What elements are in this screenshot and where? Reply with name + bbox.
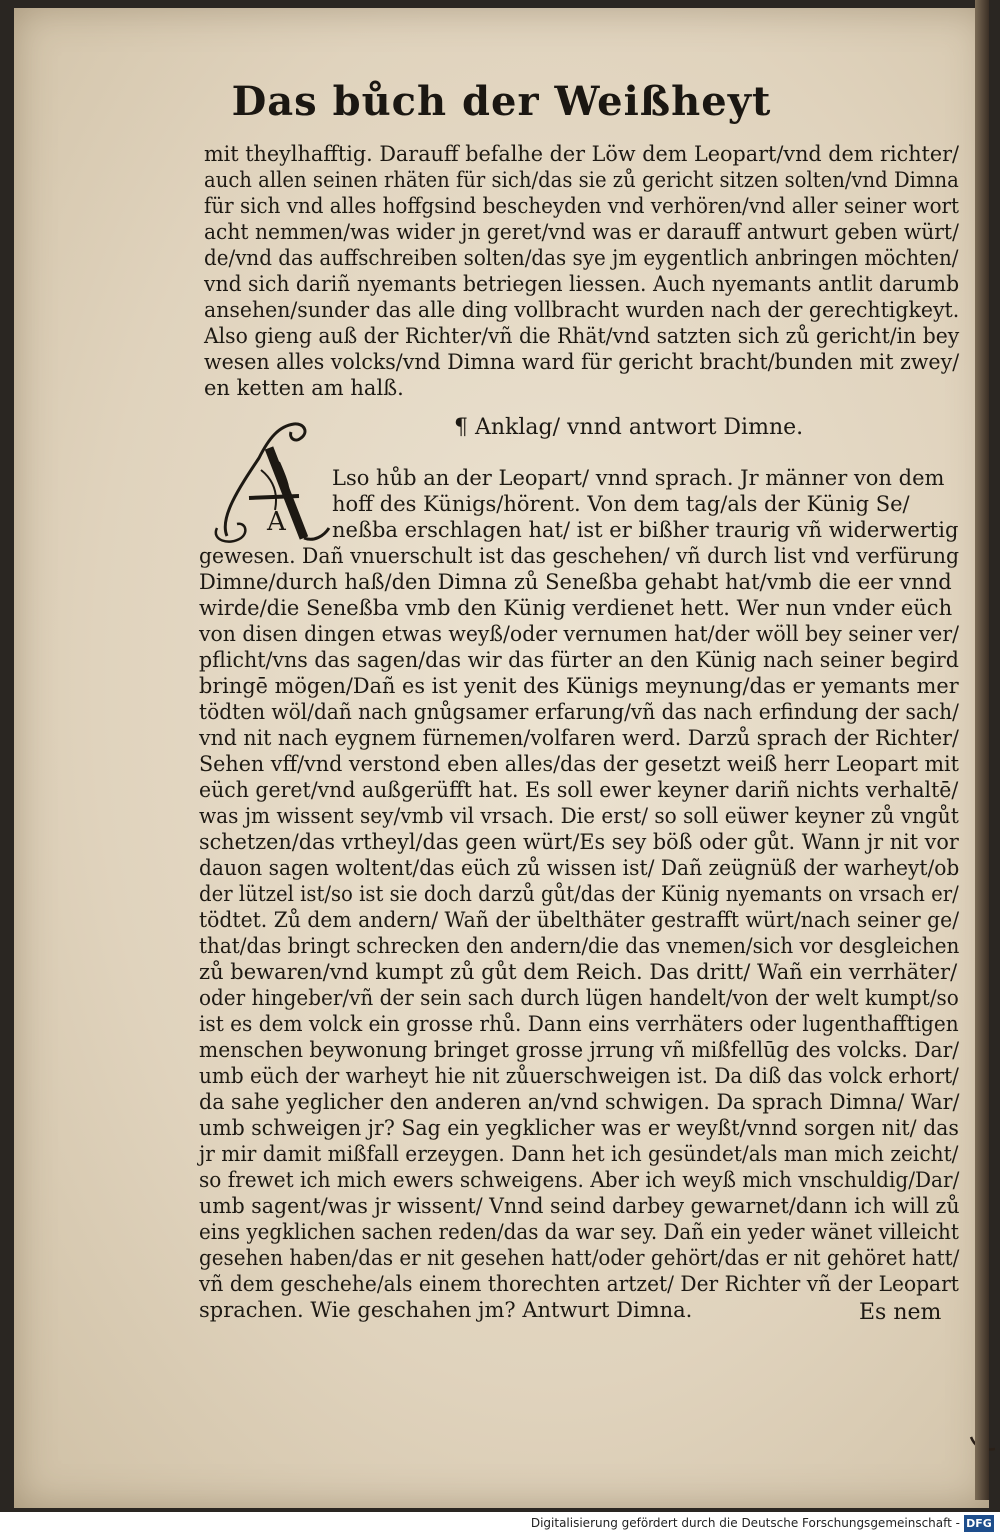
text-line: mit theylhafftig. Darauff befalhe der Löw dem Leopart/vnd dem richter/ — [204, 142, 960, 166]
initial-letter: A — [267, 507, 286, 537]
text-line: umb schweigen jr? Sag ein yegklicher was er weyßt/vnnd sorgen nit/ das — [199, 1116, 959, 1140]
text-line: was jm wissent sey/vmb vil vrsach. Die erst/ so soll eüwer keyner zů vngůt — [199, 804, 959, 828]
text-line: der lützel ist/so ist sie doch darzů gůt/das der Künig nyemants on vrsach er/ — [199, 882, 959, 906]
decorated-initial — [209, 418, 334, 548]
text-line: that/das bringt schrecken den andern/die das vnemen/sich vor desgleichen — [199, 934, 960, 958]
text-line: so frewet ich mich ewers schweigens. Aber ich weyß mich vnschuldig/Dar/ — [199, 1168, 960, 1192]
text-line: oder hingeber/vñ der sein sach durch lügen handelt/von der welt kumpt/so — [199, 986, 959, 1010]
text-line: jr mir damit mißfall erzeygen. Dann het ich gesündet/als man mich zeicht/ — [199, 1142, 959, 1166]
text-line: wesen alles volcks/vnd Dimna ward für gericht bracht/bunden mit zwey/ — [204, 350, 960, 374]
text-line: hoff des Künigs/hörent. Von dem tag/als der Künig Se/ — [332, 492, 910, 516]
text-line: neßba erschlagen hat/ ist er bißher traurig vñ widerwertig — [332, 518, 959, 542]
text-line: vnd nit nach eygnem fürnemen/volfaren werd. Darzů sprach der Richter/ — [199, 726, 959, 750]
funding-notice: Digitalisierung gefördert durch die Deutsche Forschungsgemeinschaft - — [530, 1516, 960, 1530]
text-line: da sahe yeglicher den anderen an/vnd schwigen. Da sprach Dimna/ War/ — [199, 1090, 960, 1114]
text-line: bringē mögen/Dañ es ist yenit des Künigs meynung/das er yemants mer — [199, 674, 959, 698]
text-line: en ketten am halß. — [204, 376, 404, 400]
running-head: Das bůch der Weißheyt — [231, 78, 772, 125]
text-line: ansehen/sunder das alle ding vollbracht wurden nach der gerechtigkeyt. — [204, 298, 960, 322]
text-line: gewesen. Dañ vnuerschult ist das geschehen/ vñ durch list vnd verfürung — [199, 544, 960, 568]
text-line: umb eüch der warheyt hie nit zůuerschweigen ist. Da diß das volck erhort/ — [199, 1064, 959, 1088]
text-line: gesehen haben/das er nit gesehen hatt/oder gehört/das er nit gehöret hatt/ — [199, 1246, 960, 1270]
text-line: ist es dem volck ein grosse rhů. Dann eins verrhäters oder lugenthafftigen — [199, 1012, 959, 1036]
text-line: tödtet. Zů dem andern/ Wañ der übelthäter gestrafft würt/nach seiner ge/ — [199, 908, 960, 932]
page-edge — [975, 0, 989, 1500]
text-line: vñ dem geschehe/als einem thorechten artzet/ Der Richter vñ der Leopart — [199, 1272, 959, 1296]
text-line: dauon sagen woltent/das eüch zů wissen ist/ Dañ zeügnüß der warheyt/ob — [199, 856, 960, 880]
text-line: eüch geret/vnd außgerüfft hat. Es soll ewer keyner dariñ nichts verhaltē/ — [199, 778, 959, 802]
text-line: Lso hůb an der Leopart/ vnnd sprach. Jr männer von dem — [332, 466, 945, 490]
text-line: de/vnd das auffschreiben solten/das sye jm eygentlich anbringen möchten/ — [204, 246, 959, 270]
text-line: für sich vnd alles hoffgsind bescheyden vnd verhören/vnd aller seiner wort — [204, 194, 960, 218]
text-line: menschen beywonung bringet grosse jrrung vñ mißfellūg des volcks. Dar/ — [199, 1038, 960, 1062]
book-page — [14, 8, 989, 1508]
text-line: eins yegklichen sachen reden/das da war sey. Dañ ein yeder wänet villeicht — [199, 1220, 959, 1244]
text-line: Sehen vff/vnd verstond eben alles/das der gesetzt weiß herr Leopart mit — [199, 752, 959, 776]
text-line: Dimne/durch haß/den Dimna zů Seneßba gehabt hat/vmb die eer vnnd — [199, 570, 952, 594]
text-line: tödten wöl/dañ nach gnůgsamer erfarung/vñ das nach erfindung der sach/ — [199, 700, 959, 724]
dfg-logo: DFG — [964, 1515, 994, 1532]
text-line: vnd sich dariñ nyemants betriegen liessen. Auch nyemants antlit darumb — [204, 272, 960, 296]
text-line: von disen dingen etwas weyß/oder vernumen hat/der wöll bey seiner ver/ — [199, 622, 959, 646]
section-heading: ¶ Anklag/ vnnd antwort Dimne. — [454, 415, 804, 440]
text-line: sprachen. Wie geschahen jm? Antwurt Dimna. — [199, 1298, 693, 1322]
text-line: auch allen seinen rhäten für sich/das sie zů gericht sitzen solten/vnd Dimna — [204, 168, 959, 192]
footer-bar — [0, 1512, 1000, 1536]
text-line: umb sagent/was jr wissent/ Vnnd seind darbey gewarnet/dann ich will zů — [199, 1194, 960, 1218]
text-line: Also gieng auß der Richter/vñ die Rhät/vnd satzten sich zů gericht/in bey — [204, 324, 960, 348]
text-line: acht nemmen/was wider jn geret/vnd was er darauff antwurt geben würt/ — [204, 220, 959, 244]
catchword: Es nem — [859, 1300, 942, 1325]
text-line: schetzen/das vrtheyl/das geen würt/Es sey böß oder gůt. Wann jr nit vor — [199, 830, 959, 854]
text-line: pflicht/vns das sagen/das wir das fürter an den Künig nach seiner begird — [199, 648, 959, 672]
text-line: wirde/die Seneßba vmb den Künig verdienet hett. Wer nun vnder eüch — [199, 596, 953, 620]
text-line: zů bewaren/vnd kumpt zů gůt dem Reich. Das dritt/ Wañ ein verrhäter/ — [199, 960, 958, 984]
